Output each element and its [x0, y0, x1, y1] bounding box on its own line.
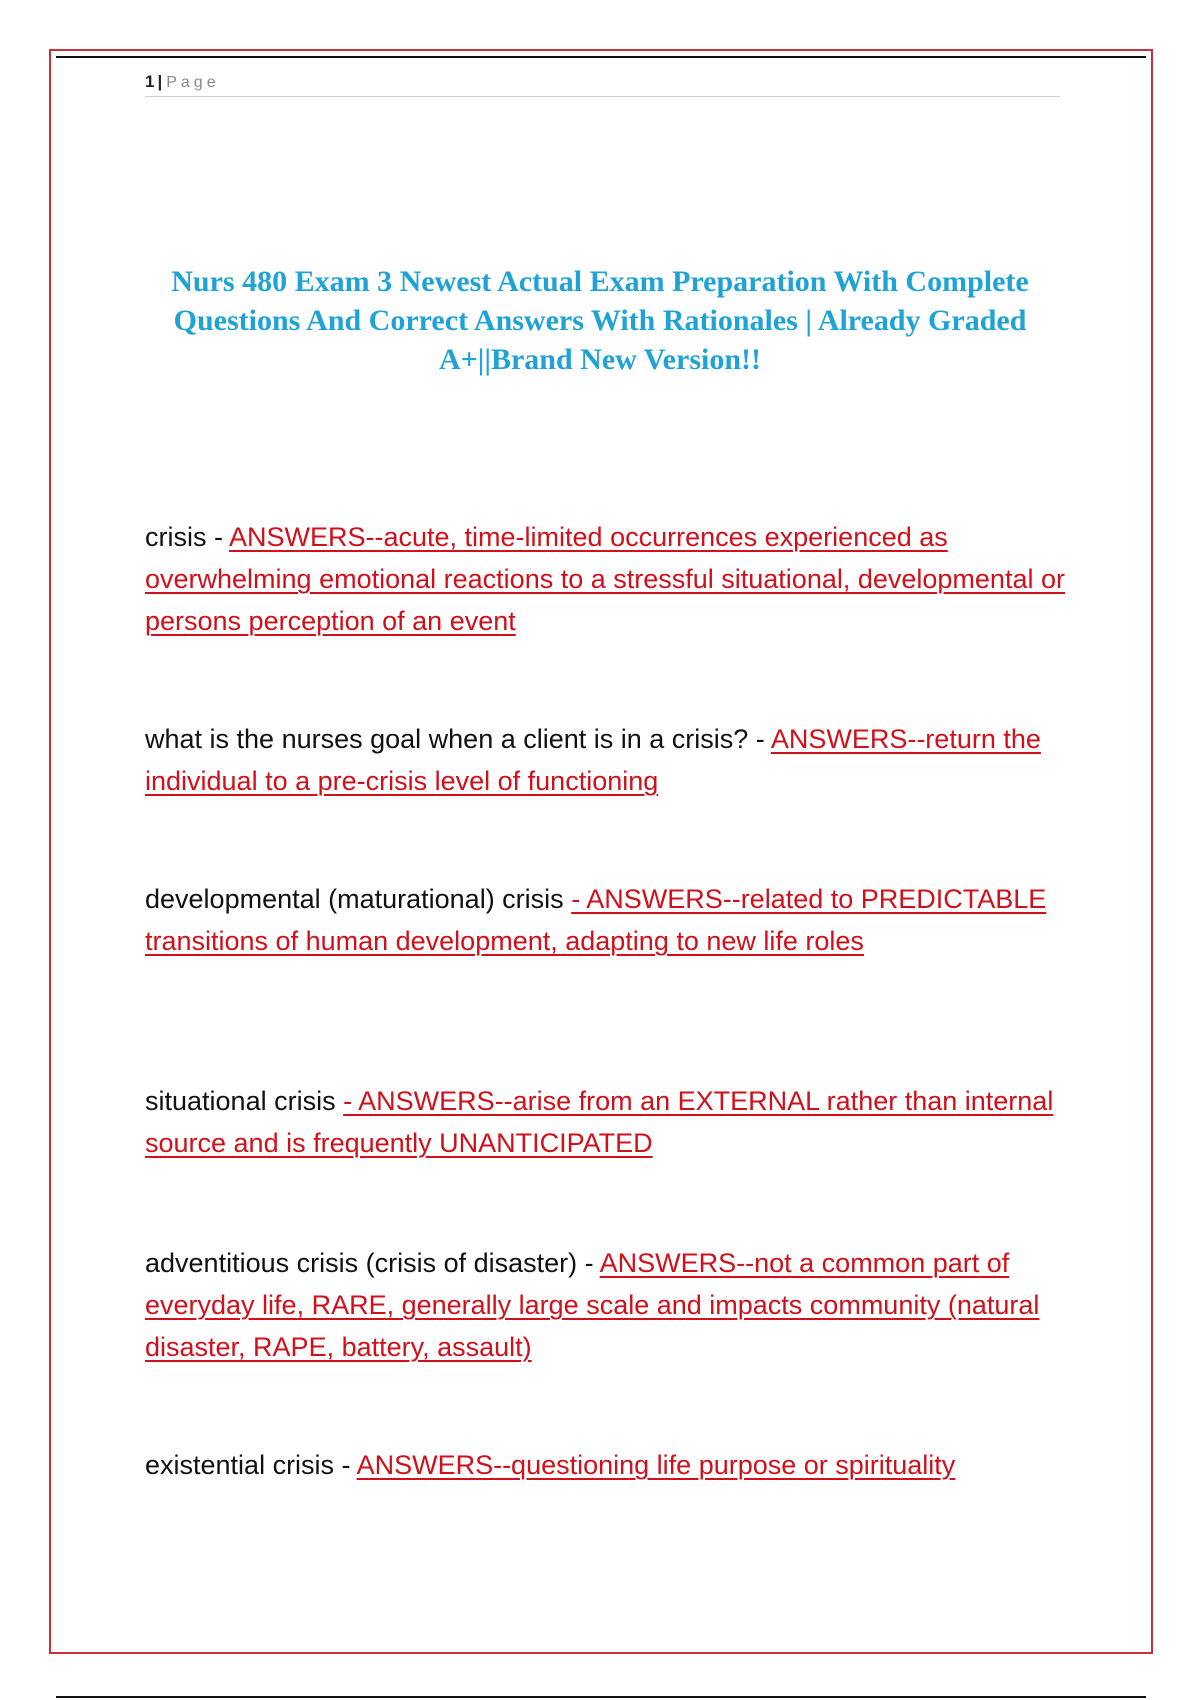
- document-title: Nurs 480 Exam 3 Newest Actual Exam Preparation With Complete Questions And Correct Answers With Rationales | Already Graded A+||Brand New Version!!: [171, 265, 1029, 376]
- qa-item-adventitious-crisis: [145, 1242, 1065, 1368]
- qa-item-crisis: [145, 516, 1065, 642]
- qa-answer: - ANSWERS--related to PREDICTABLE transitions of human development, adapting to new life roles: [145, 884, 1047, 956]
- qa-item-situational-crisis: [145, 1080, 1065, 1164]
- qa-term: situational crisis: [145, 1086, 344, 1116]
- qa-term: developmental (maturational) crisis: [145, 884, 572, 914]
- qa-term: what is the nurses goal when a client is in a crisis? -: [145, 724, 771, 754]
- qa-answer: ANSWERS--acute, time-limited occurrences experienced as overwhelming emotional reactions to a stressful situational, developmental or persons perception of an event: [145, 522, 1065, 636]
- qa-answer: - ANSWERS--arise from an EXTERNAL rather than internal source and is frequently UNANTICIPATED: [145, 1086, 1054, 1158]
- page-label: Page: [166, 74, 220, 91]
- qa-item-nurse-goal: [145, 718, 1065, 802]
- qa-item-existential-crisis: [145, 1444, 1065, 1486]
- qa-term: crisis -: [145, 522, 229, 552]
- qa-term: adventitious crisis (crisis of disaster) -: [145, 1248, 600, 1278]
- qa-answer: ANSWERS--questioning life purpose or spirituality: [356, 1450, 956, 1480]
- page-header: [145, 72, 1060, 97]
- qa-item-developmental-crisis: [145, 878, 1065, 962]
- page-separator: |: [157, 72, 163, 91]
- page-number: 1: [145, 72, 155, 91]
- qa-answer: ANSWERS--not a common part of everyday life, RARE, generally large scale and impacts community (natural disaster, RAPE, battery, assault): [145, 1248, 1040, 1362]
- bottom-rule: [56, 1696, 1146, 1698]
- qa-answer: ANSWERS--return the individual to a pre-crisis level of functioning: [145, 724, 1041, 796]
- qa-term: existential crisis -: [145, 1450, 357, 1480]
- top-rule: [56, 56, 1146, 58]
